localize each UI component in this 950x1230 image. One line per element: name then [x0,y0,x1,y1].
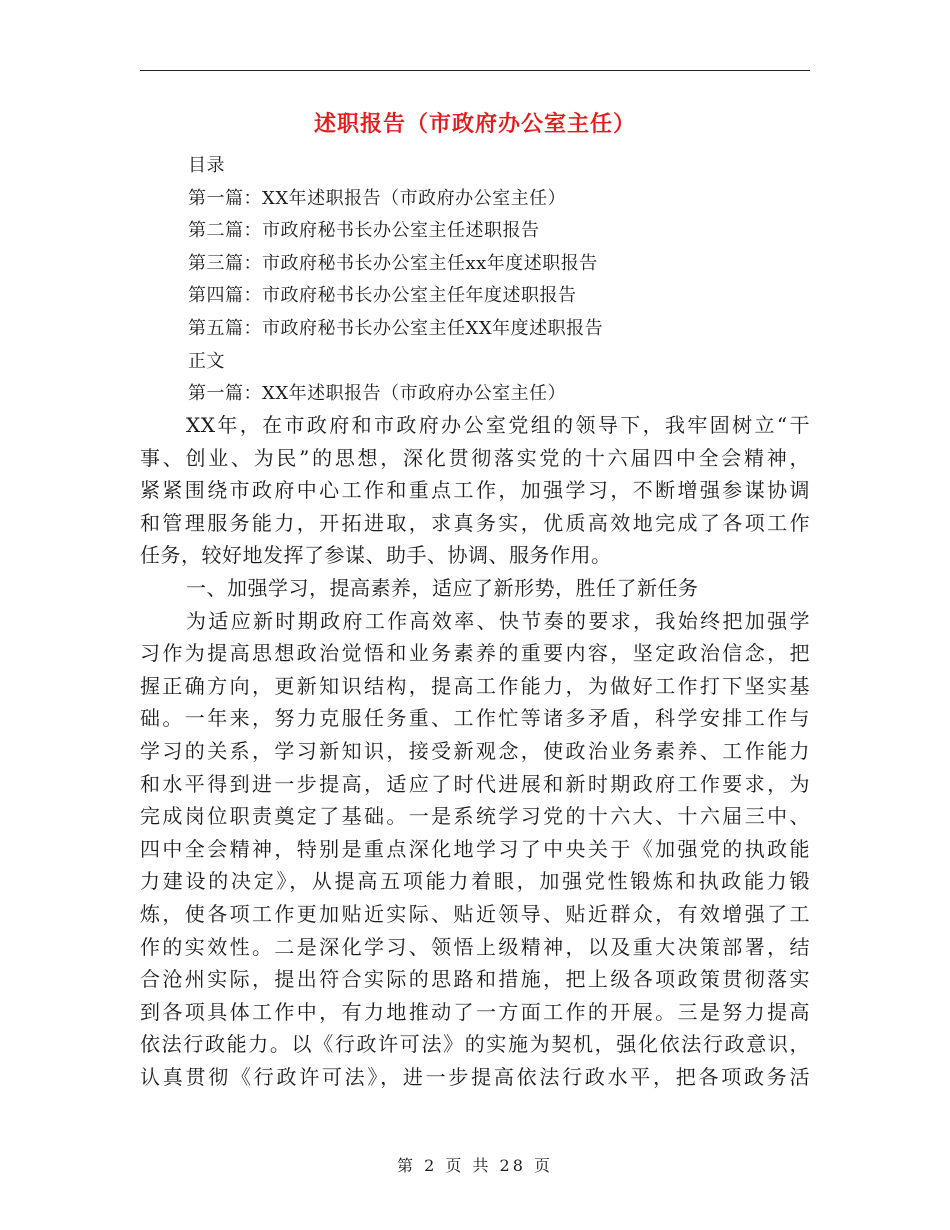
text-line: 握正确方向，更新知识结构，提高工作能力，为做好工作打下坚实基 [140,673,810,698]
chapter-heading: 第一篇：XX年述职报告（市政府办公室主任） [188,383,567,405]
document-title: 述职报告（市政府办公室主任） [313,111,636,137]
text-line: 力建设的决定》，从提高五项能力着眼，加强党性锻炼和执政能力锻 [140,869,810,894]
toc-item: 第四篇：市政府秘书长办公室主任年度述职报告 [188,285,577,307]
text-line: 和水平得到进一步提高，适应了时代进展和新时期政府工作要求，为 [140,771,810,796]
text-line: 础。一年来，努力克服任务重、工作忙等诸多矛盾，科学安排工作与 [140,706,810,731]
text-line: 合沧州实际，提出符合实际的思路和措施，把上级各项政策贯彻落实 [140,967,810,992]
text-line: 习作为提高思想政治觉悟和业务素养的重要内容，坚定政治信念，把 [140,641,810,666]
text-line: 四中全会精神，特别是重点深化地学习了中央关于《加强党的执政能 [140,836,810,861]
toc-item: 第三篇：市政府秘书长办公室主任xx年度述职报告 [188,252,598,274]
text-line: 依法行政能力。以《行政许可法》的实施为契机，强化依法行政意识， [140,1032,810,1057]
text-line: 学习的关系，学习新知识，接受新观念，使政治业务素养、工作能力 [140,738,810,763]
text-line: 任务，较好地发挥了参谋、助手、协调、服务作用。 [140,543,612,568]
text-line: 事、创业、为民”的思想，深化贯彻落实党的十六届四中全会精神， [140,445,810,470]
toc-item: 第二篇：市政府秘书长办公室主任述职报告 [188,220,540,242]
text-line: 到各项具体工作中，有力地推动了一方面工作的开展。三是努力提高 [140,999,810,1024]
text-line: 紧紧围绕市政府中心工作和重点工作，加强学习，不断增强参谋协调 [140,478,810,503]
toc-heading: 目录 [188,155,225,176]
text-line: 作的实效性。二是深化学习、领悟上级精神，以及重大决策部署，结 [140,934,810,959]
toc-item: 第五篇：市政府秘书长办公室主任XX年度述职报告 [188,317,604,339]
page-number-footer: 第 2 页 共 28 页 [397,1156,553,1175]
body-text [140,409,810,1093]
text-line: 认真贯彻《行政许可法》，进一步提高依法行政水平，把各项政务活 [140,1064,810,1089]
text-line: 炼，使各项工作更加贴近实际、贴近领导、贴近群众，有效增强了工 [140,901,810,926]
toc-item: 第一篇：XX年述职报告（市政府办公室主任） [188,187,567,209]
text-line: XX年，在市政府和市政府办公室党组的领导下，我牢固树立“干 [186,413,810,437]
table-of-contents [188,150,818,411]
text-line: 完成岗位职责奠定了基础。一是系统学习党的十六大、十六届三中、 [140,804,810,829]
header-rule [140,70,810,71]
text-line: 为适应新时期政府工作高效率、快节奏的要求，我始终把加强学 [186,608,810,633]
text-line: 和管理服务能力，开拓进取，求真务实，优质高效地完成了各项工作 [140,510,810,535]
body-heading: 正文 [188,350,225,372]
section-heading: 一、加强学习，提高素养，适应了新形势，胜任了新任务 [186,575,699,600]
